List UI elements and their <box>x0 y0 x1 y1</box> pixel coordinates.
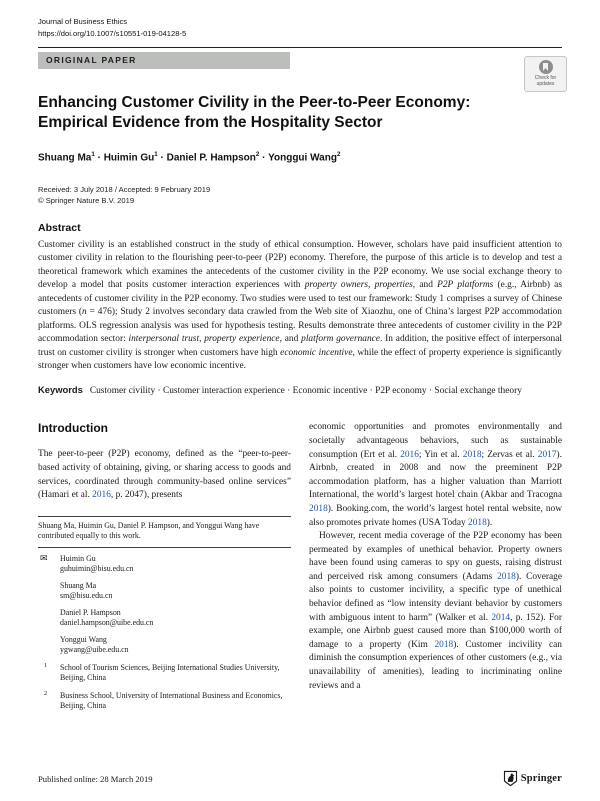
footnote-block <box>38 516 291 712</box>
text-segment: platform governance <box>301 334 380 345</box>
correspondence-entry <box>38 608 291 629</box>
citation-link[interactable]: 2018 <box>462 449 482 460</box>
text-segment: ). Customer incivility can diminish the consumption experiences of other customers (e.g., via unavailability of amenities), leading to incriminating online reviews and a <box>309 639 562 691</box>
affiliation-entry <box>38 691 291 712</box>
text-segment: , while the effect of property experience is significantly stronger when customers have low economic incentive. <box>38 347 562 372</box>
text-segment: The peer-to-peer (P2P) economy, defined as the “peer-to-peer-based activity of obtaining, giving, or sharing access to goods and services, coordinated through community-based online services” (Hamari et al. <box>38 449 291 501</box>
text-segment: interpersonal trust <box>128 334 200 345</box>
citation-link[interactable]: 2017 <box>537 449 557 460</box>
text-segment: Daniel P. Hampson <box>166 152 256 164</box>
two-column-body <box>38 421 562 711</box>
left-column <box>38 421 291 711</box>
text-segment: ; Yin et al. <box>418 449 463 460</box>
intro-paragraph <box>38 448 291 502</box>
section-heading-introduction: Introduction <box>38 421 108 436</box>
correspondence-email[interactable]: ygwang@uibe.edu.cn <box>60 645 129 655</box>
abstract-text <box>38 239 562 374</box>
text-segment: Customer civility is an established construct in the study of ethical consumption. However, scholars have paid insufficient attention to customer civility in relation to the flourishing peer-to-peer (P2P) economy. Therefore, the purpose of this article is to develop and test a theoretical framework which examines the antecedents of the customer civility in the P2P economy. We use social exchange theory to develop a model that posits customer interaction experiences with <box>38 239 562 291</box>
text-segment: 2 <box>336 150 341 158</box>
received-accepted: Received: 3 July 2018 / Accepted: 9 February 2019 <box>38 185 211 195</box>
page-title: Enhancing Customer Civility in the Peer-to-Peer Economy: Empirical Evidence from the Hospitality Sector <box>38 93 471 132</box>
affiliation-entry <box>38 663 291 684</box>
article-type-badge: ORIGINAL PAPER <box>38 52 290 69</box>
text-segment: economic opportunities and promotes environmentally and societally advantageous behaviors, such as sustainable consumption (Ert et al. <box>309 422 562 460</box>
text-segment: , and <box>279 334 302 345</box>
footnote-rule-top <box>38 516 291 517</box>
contribution-note: Shuang Ma, Huimin Gu, Daniel P. Hampson, and Yonggui Wang have contributed equally to this work. <box>38 520 260 541</box>
text-segment: 1 <box>91 150 95 158</box>
text-segment: n <box>82 307 87 318</box>
keywords-text: Customer civility · Customer interaction experience · Economic incentive · P2P economy · Social exchange theory <box>89 385 522 396</box>
text-segment: , <box>199 334 205 345</box>
citation-link[interactable]: 2018 <box>434 639 454 650</box>
text-segment: economic incentive <box>280 347 353 358</box>
correspondence-name: Shuang Ma <box>60 580 97 590</box>
text-segment: 2 <box>255 150 260 158</box>
text-segment: ; Zervas et al. <box>481 449 538 460</box>
text-segment: , p. 2047), presents <box>110 490 183 501</box>
text-segment: , p. 152). For example, one Airbnb guest caused more than $100,000 worth of damage to a property (Kim <box>309 612 562 650</box>
text-segment: Shuang Ma <box>38 152 92 164</box>
keywords-line <box>38 383 562 399</box>
correspondence-email[interactable]: daniel.hampson@uibe.edu.cn <box>60 618 154 628</box>
check-for-updates-badge[interactable] <box>524 56 567 92</box>
citation-link[interactable]: 2018 <box>468 517 487 528</box>
text-segment: = 476); Study 2 involves secondary data crawled from the Web site of Xiaozhu, one of China’s largest P2P accommodation platforms. OLS regression analysis was used for hypothesis testing. Results demonstrate three antecedents of customer civility in the P2P accommodation sector: <box>38 307 562 345</box>
springer-shield-icon <box>503 770 518 787</box>
abstract-heading: Abstract <box>38 221 81 234</box>
body-paragraph <box>309 421 562 530</box>
text-segment: However, recent media coverage of the P2P economy has been permeated by examples of unethical behavior. Property owners have been found using cameras to spy on guests, raising distrust and perceived risk among consumers (Adams <box>309 531 562 582</box>
text-segment: · <box>157 152 167 164</box>
text-segment: ). Coverage also points to customer incivility, a specific type of unethical behavior defined as “low intensity deviant behavior by customers with ambiguous intent to harm” (Walker et al. <box>309 571 563 623</box>
text-segment: · <box>259 152 269 164</box>
text-segment: 1 <box>154 150 158 158</box>
springer-logo <box>503 770 562 787</box>
text-segment: property experience <box>204 334 280 345</box>
copyright-line: © Springer Nature B.V. 2019 <box>38 196 135 206</box>
springer-wordmark: Springer <box>520 773 562 784</box>
citation-link[interactable]: 2016 <box>400 449 419 460</box>
text-segment: P2P platforms <box>437 280 494 291</box>
correspondence-entry <box>38 635 291 656</box>
text-segment: ). <box>486 517 493 528</box>
body-paragraph <box>309 530 562 693</box>
citation-link[interactable]: 2018 <box>309 503 328 514</box>
text-segment: ). Booking.com, the world’s largest hotel rental website, now also promotes private homes (USA Today <box>309 503 562 528</box>
right-column <box>309 421 562 711</box>
citation-link[interactable]: 2018 <box>497 571 516 582</box>
correspondence-entry <box>38 554 291 575</box>
citation-link[interactable]: 2016 <box>92 490 111 501</box>
text-segment: ). Airbnb, created in 2008 and now the preeminent P2P accommodation platform, has a higher valuation than Marriott International, the world’s largest hotel chain (Akbar and Tracogna <box>309 449 562 501</box>
correspondence-name: Huimin Gu <box>60 553 96 563</box>
footnote-rule-bottom <box>38 547 291 548</box>
affiliation-text: School of Tourism Sciences, Beijing International Studies University, Beijing, China <box>60 662 280 683</box>
keywords-label: Keywords <box>38 383 83 395</box>
text-segment: property owners, properties, <box>304 280 416 291</box>
text-segment: . In addition, the positive effect of interpersonal trust on customer civility is stronger when customers have high <box>38 334 563 358</box>
check-updates-icon <box>539 60 553 74</box>
correspondence-email[interactable]: sm@bisu.edu.cn <box>60 591 113 601</box>
text-segment: · <box>94 152 104 164</box>
text-segment: and <box>415 280 438 291</box>
dates-block <box>38 184 562 207</box>
affiliation-number: 2 <box>44 689 48 697</box>
envelope-icon: ✉ <box>40 552 48 563</box>
correspondence-email[interactable]: guhuimin@bisu.edu.cn <box>60 564 134 574</box>
author-list <box>38 151 562 163</box>
correspondence-name: Yonggui Wang <box>60 634 107 644</box>
doi-link[interactable]: https://doi.org/10.1007/s10551-019-04128-5 <box>38 28 187 38</box>
affiliation-text: Business School, University of International Business and Economics, Beijing, China <box>60 690 283 711</box>
header-rule <box>38 47 562 48</box>
journal-name: Journal of Business Ethics <box>38 17 128 26</box>
check-updates-label: Check for updates <box>534 75 557 88</box>
text-segment: (e.g., Airbnb) as antecedents of customer civility in the P2P economy. Two studies were used to test our framework: Study 1 comprises a survey of Chinese customers ( <box>38 280 562 318</box>
text-segment: Huimin Gu <box>103 152 155 164</box>
affiliation-number: 1 <box>44 661 48 669</box>
text-segment: Yonggui Wang <box>268 152 337 164</box>
correspondence-entry <box>38 581 291 602</box>
correspondence-name: Daniel P. Hampson <box>60 607 121 617</box>
citation-link[interactable]: 2014 <box>491 612 511 623</box>
page-footer <box>38 770 562 787</box>
published-online: Published online: 28 March 2019 <box>38 773 153 784</box>
